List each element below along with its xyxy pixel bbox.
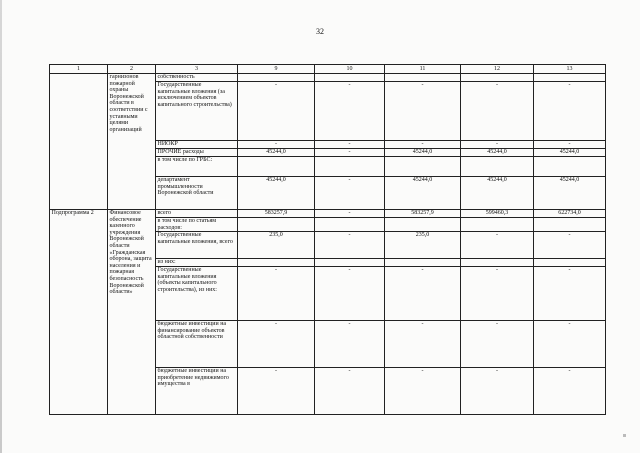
value-cell-11: 45244,0 [385,177,461,210]
col-header-9: 9 [238,65,315,74]
expense-type-cell: собственность [156,74,238,82]
value-cell-13: - [534,141,606,149]
value-cell-12: - [461,368,534,415]
table-row [50,210,606,218]
value-cell-12 [461,157,534,177]
value-cell-12: 599460,3 [461,210,534,218]
value-cell-9 [238,157,315,177]
value-cell-10: - [315,321,385,368]
value-cell-13: 622734,0 [534,210,606,218]
program-kind-cell: Подпрограмма 2 [50,210,108,415]
value-cell-9 [238,218,315,232]
value-cell-11 [385,218,461,232]
value-cell-9: 45244,0 [238,149,315,157]
expense-type-cell: ПРОЧИЕ расходы [156,149,238,157]
expense-type-cell: из них: [156,259,238,267]
value-cell-10: - [315,177,385,210]
value-cell-13: - [534,82,606,141]
value-cell-11: 583257,9 [385,210,461,218]
value-cell-9: - [238,141,315,149]
value-cell-13 [534,74,606,82]
col-header-11: 11 [385,65,461,74]
expense-type-cell: в том числе по статьям расходов: [156,218,238,232]
value-cell-9: - [238,321,315,368]
expense-type-cell: бюджетные инвестиции на финансирование объектов областной собственности [156,321,238,368]
expense-type-cell: Государственные капитальные вложения, всего [156,232,238,259]
col-header-10: 10 [315,65,385,74]
value-cell-10: - [315,267,385,321]
value-cell-10: - [315,149,385,157]
value-cell-12 [461,74,534,82]
value-cell-9: - [238,368,315,415]
col-header-13: 13 [534,65,606,74]
value-cell-10: - [315,82,385,141]
expense-type-cell: Государственные капитальные вложения (за исключением объектов капитального строительства) [156,82,238,141]
expense-type-cell: всего [156,210,238,218]
value-cell-9: - [238,82,315,141]
value-cell-11: - [385,141,461,149]
value-cell-9 [238,259,315,267]
budget-table [49,64,606,415]
program-kind-cell [50,74,108,210]
value-cell-11: - [385,368,461,415]
value-cell-13: - [534,321,606,368]
header-row [50,65,606,74]
value-cell-12: - [461,141,534,149]
value-cell-11 [385,74,461,82]
value-cell-11: - [385,82,461,141]
expense-type-cell: НИОКР [156,141,238,149]
value-cell-11 [385,259,461,267]
value-cell-9: 583257,9 [238,210,315,218]
col-header-3: 3 [156,65,238,74]
value-cell-12: 45244,0 [461,177,534,210]
expense-type-cell: бюджетные инвестиции на приобретение недвижимого имущества в [156,368,238,415]
value-cell-13 [534,259,606,267]
value-cell-13: - [534,232,606,259]
value-cell-11: 235,0 [385,232,461,259]
value-cell-9: 45244,0 [238,177,315,210]
col-header-1: 1 [50,65,108,74]
program-name-cell: гарнизонов пожарной охраны Воронежской области в соответствии с уставными целями организаций [108,74,156,210]
table-row [50,74,606,82]
value-cell-12: - [461,267,534,321]
value-cell-10 [315,259,385,267]
value-cell-11: 45244,0 [385,149,461,157]
value-cell-11: - [385,267,461,321]
value-cell-13: - [534,267,606,321]
value-cell-9: 235,0 [238,232,315,259]
value-cell-12 [461,218,534,232]
value-cell-13: 45244,0 [534,149,606,157]
value-cell-11 [385,157,461,177]
page-number: 32 [316,27,324,36]
value-cell-10 [315,74,385,82]
value-cell-11: - [385,321,461,368]
value-cell-10: - [315,368,385,415]
value-cell-9: - [238,267,315,321]
value-cell-13: - [534,368,606,415]
value-cell-13 [534,218,606,232]
value-cell-12: - [461,82,534,141]
value-cell-12: - [461,232,534,259]
expense-type-cell: департамент промышленности Воронежской области [156,177,238,210]
value-cell-13 [534,157,606,177]
value-cell-9 [238,74,315,82]
scan-edge [0,0,2,453]
value-cell-13: 45244,0 [534,177,606,210]
value-cell-10: - [315,210,385,218]
value-cell-10: - [315,232,385,259]
scan-speck [623,434,626,437]
col-header-12: 12 [461,65,534,74]
program-name-cell: Финансовое обеспечение казенного учреждения Воронежской области «Гражданская оборона, защита населения и пожарная безопасность Воронежской области» [108,210,156,415]
value-cell-10 [315,157,385,177]
value-cell-12 [461,259,534,267]
value-cell-12: - [461,321,534,368]
expense-type-cell: в том числе по ГРБС: [156,157,238,177]
value-cell-12: 45244,0 [461,149,534,157]
value-cell-10: - [315,141,385,149]
value-cell-10 [315,218,385,232]
col-header-2: 2 [108,65,156,74]
expense-type-cell: Государственные капитальные вложения (объекты капитального строительства), из них: [156,267,238,321]
